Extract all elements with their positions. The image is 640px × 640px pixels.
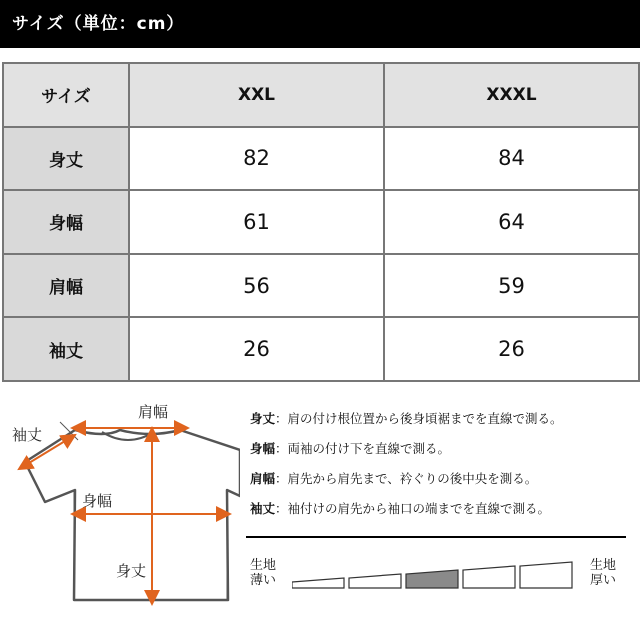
table-cell: 64: [384, 190, 639, 254]
table-cell: 26: [129, 317, 384, 381]
size-header-xxxl: XXXL: [384, 63, 639, 127]
measurement-notes: [250, 404, 635, 524]
table-cell: 26: [384, 317, 639, 381]
table-row: [3, 127, 639, 191]
table-row: [3, 254, 639, 318]
shoulder-label: 肩幅: [138, 403, 169, 421]
row-label: 身幅: [3, 190, 129, 254]
header-title: サイズ（単位：cm）: [12, 14, 185, 34]
fabric-thickness-scale: [246, 546, 632, 606]
note-item: 身幅：両袖の付け下を直線で測る。: [250, 441, 451, 456]
size-table: [2, 62, 640, 382]
sleeve-label: 袖丈: [12, 426, 43, 444]
thickness-level-1: [292, 578, 344, 588]
table-cell: 61: [129, 190, 384, 254]
table-row: [3, 317, 639, 381]
tshirt-diagram: [0, 392, 240, 640]
table-cell: 82: [129, 127, 384, 191]
table-cell: 84: [384, 127, 639, 191]
thick-label: 生地 厚い: [590, 558, 617, 588]
page-header: [0, 0, 640, 48]
table-cell: 59: [384, 254, 639, 318]
thickness-level-4: [463, 566, 515, 588]
thickness-bars: [292, 560, 584, 590]
table-header-row: [3, 63, 639, 127]
table-cell: 56: [129, 254, 384, 318]
row-label: 袖丈: [3, 317, 129, 381]
note-item: 袖丈：袖付けの肩先から袖口の端までを直線で測る。: [250, 501, 551, 516]
corner-cell: サイズ: [3, 63, 129, 127]
size-header-xxl: XXL: [129, 63, 384, 127]
divider: [246, 536, 626, 538]
row-label: 身丈: [3, 127, 129, 191]
table-row: [3, 190, 639, 254]
thickness-level-3: [406, 570, 458, 588]
note-item: 肩幅：肩先から肩先まで、衿ぐりの後中央を測る。: [250, 471, 538, 486]
width-label: 身幅: [82, 492, 113, 510]
row-label: 肩幅: [3, 254, 129, 318]
length-label: 身丈: [116, 562, 147, 580]
thin-label: 生地 薄い: [250, 558, 277, 588]
thickness-level-5: [520, 562, 572, 588]
thickness-level-2: [349, 574, 401, 588]
note-item: 身丈：肩の付け根位置から後身頃裾までを直線で測る。: [250, 411, 563, 426]
